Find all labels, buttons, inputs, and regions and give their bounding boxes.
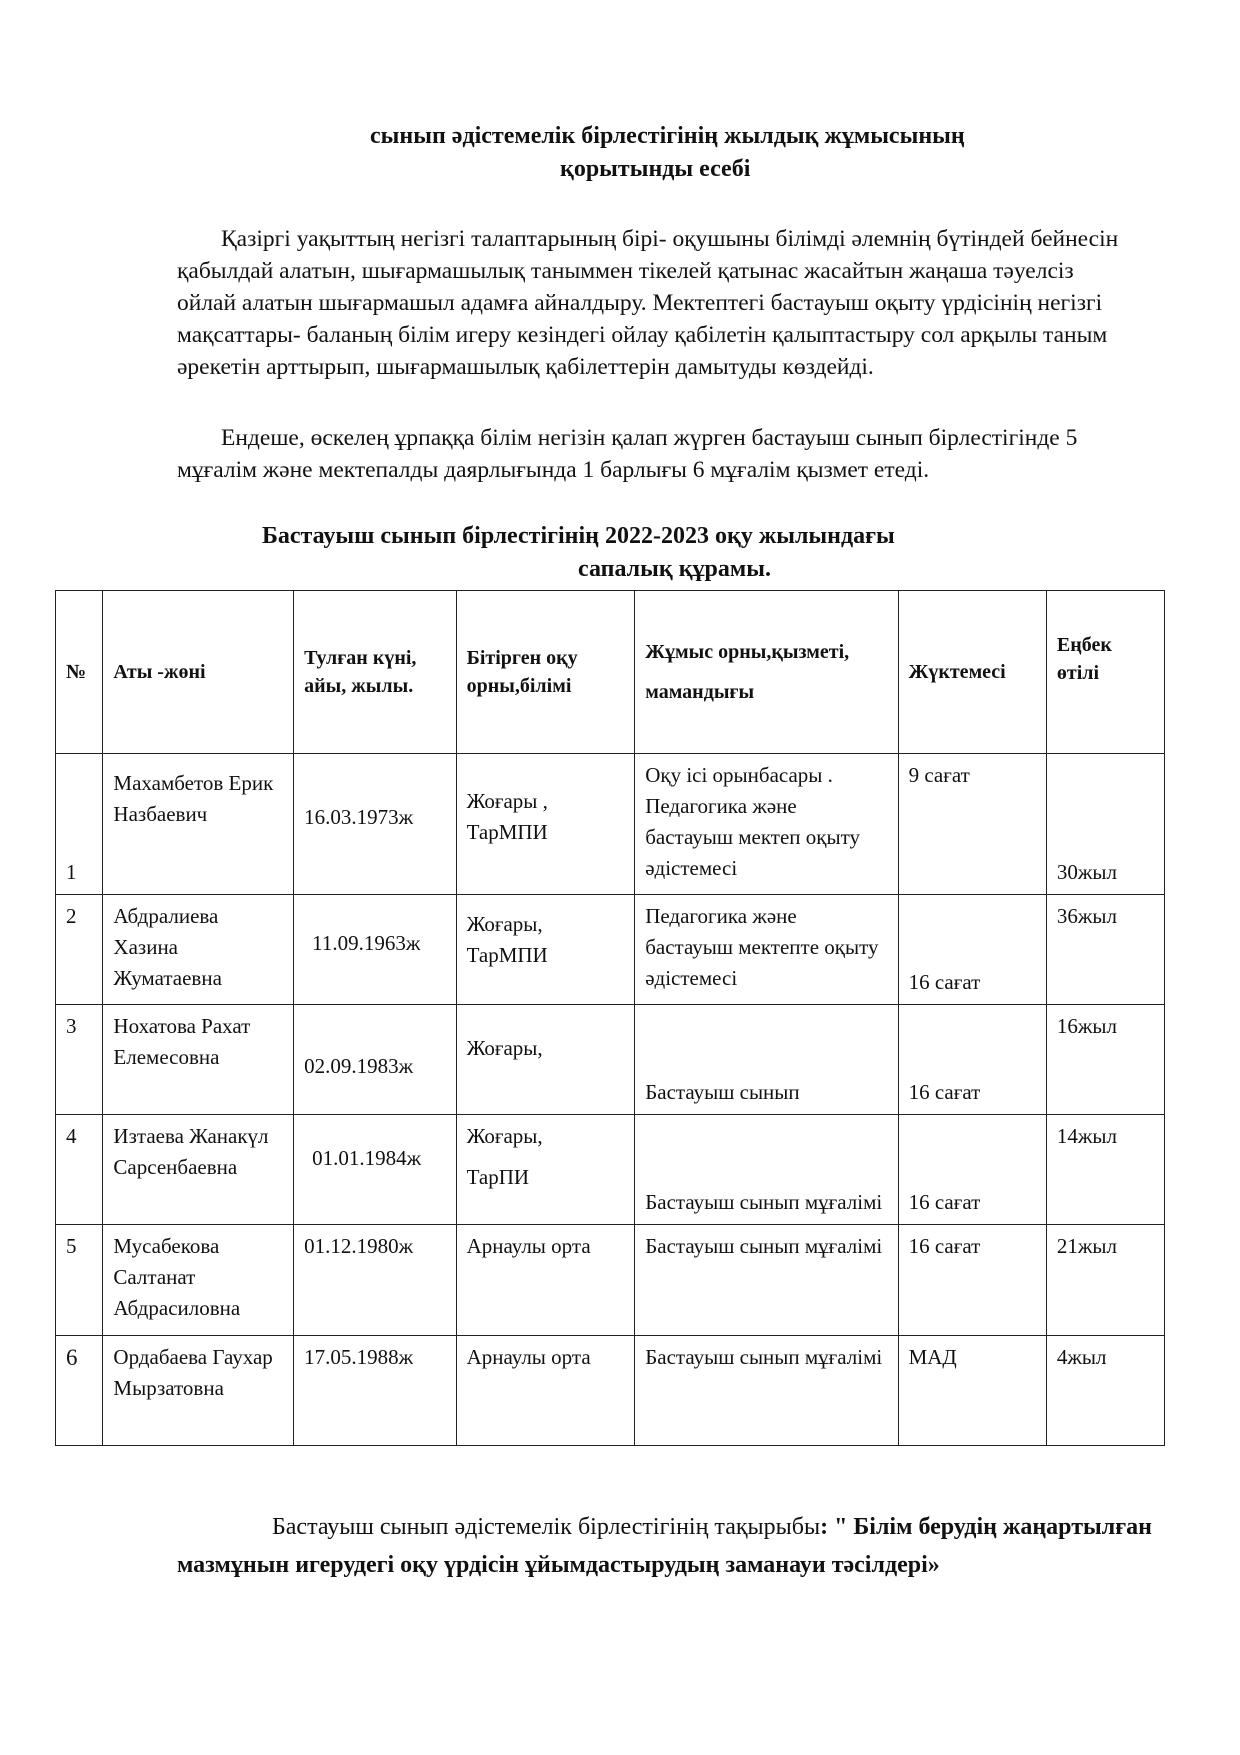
row-job: Бастауыш сынып мұғалімі bbox=[635, 1336, 898, 1446]
row-education-line-1: Жоғары, bbox=[466, 1124, 543, 1148]
row-experience: 4жыл bbox=[1046, 1336, 1164, 1446]
row-num: 3 bbox=[56, 1005, 103, 1115]
row-experience: 36жыл bbox=[1046, 895, 1164, 1005]
row-birth: 11.09.1963ж bbox=[294, 895, 456, 1005]
row-education-line-2: ТарПИ bbox=[466, 1165, 530, 1189]
row-job: Педагогика және бастауыш мектепте оқыту әдістемесі bbox=[635, 895, 898, 1005]
staff-table bbox=[55, 590, 1165, 1446]
row-name: Мусабекова Салтанат Абдрасиловна bbox=[103, 1225, 294, 1336]
row-education bbox=[456, 1115, 635, 1225]
row-name: Нохатова Рахат Елемесовна bbox=[103, 1005, 294, 1115]
row-load: 16 сағат bbox=[898, 1115, 1046, 1225]
row-education: Жоғары , ТарМПИ bbox=[456, 754, 635, 895]
row-job: Бастауыш сынып мұғалімі bbox=[635, 1115, 898, 1225]
header-job-line-1: Жұмыс орны,қызметі, bbox=[645, 641, 850, 663]
topic-title: : " Білім берудің жаңартылған мазмұнын игерудегі оқу үрдісін ұйымдастырудың заманауи тәсілдері» bbox=[177, 1514, 1152, 1578]
row-name: Махамбетов Ерик Назбаевич bbox=[103, 754, 294, 895]
row-education: Арнаулы орта bbox=[456, 1225, 635, 1336]
row-birth: 16.03.1973ж bbox=[294, 754, 456, 895]
row-experience: 16жыл bbox=[1046, 1005, 1164, 1115]
header-experience: Еңбек өтілі bbox=[1046, 591, 1164, 754]
table-row bbox=[56, 1225, 1165, 1336]
table-row bbox=[56, 895, 1165, 1005]
row-experience: 21жыл bbox=[1046, 1225, 1164, 1336]
header-job bbox=[635, 591, 898, 754]
row-load: МАД bbox=[898, 1336, 1046, 1446]
row-birth: 02.09.1983ж bbox=[294, 1005, 456, 1115]
table-row bbox=[56, 1005, 1165, 1115]
report-title-line-2: қорытынды есебі bbox=[560, 156, 751, 182]
row-name: Ордабаева Гаухар Мырзатовна bbox=[103, 1336, 294, 1446]
header-education: Бітірген оқу орны,білімі bbox=[456, 591, 635, 754]
intro-paragraph-2-text: Ендеше, өскелең ұрпаққа білім негізін қалап жүрген бастауыш сынып бірлестігінде 5 мұғалім және мектепалды даярлығында 1 барлығы 6 мұғалім қызмет етеді. bbox=[177, 425, 1078, 483]
row-name: Абдралиева Хазина Жуматаевна bbox=[103, 895, 294, 1005]
table-caption-line-1: Бастауыш сынып бірлестігінің 2022-2023 оқу жылындағы bbox=[262, 523, 895, 549]
header-birth: Тулған күні, айы, жылы. bbox=[294, 591, 456, 754]
row-name: Изтаева Жанакүл Сарсенбаевна bbox=[103, 1115, 294, 1225]
row-birth: 17.05.1988ж bbox=[294, 1336, 456, 1446]
row-education: Арнаулы орта bbox=[456, 1336, 635, 1446]
row-birth: 01.12.1980ж bbox=[294, 1225, 456, 1336]
row-num: 2 bbox=[56, 895, 103, 1005]
intro-paragraph-1 bbox=[177, 223, 1137, 383]
report-title-line-1: сынып әдістемелік бірлестігінің жылдық жұмысының bbox=[370, 123, 965, 149]
table-caption-line-2: сапалық құрамы. bbox=[578, 556, 771, 582]
row-job: Оқу ісі орынбасары . Педагогика және бастауыш мектеп оқыту әдістемесі bbox=[635, 754, 898, 895]
header-name: Аты -жөні bbox=[103, 591, 294, 754]
table-row bbox=[56, 1115, 1165, 1225]
association-topic bbox=[177, 1508, 1157, 1584]
row-education: Жоғары, ТарМПИ bbox=[456, 895, 635, 1005]
header-load: Жүктемесі bbox=[898, 591, 1046, 754]
row-job: Бастауыш сынып мұғалімі bbox=[635, 1225, 898, 1336]
header-num: № bbox=[56, 591, 103, 754]
row-num: 5 bbox=[56, 1225, 103, 1336]
table-header-row bbox=[56, 591, 1165, 754]
row-education: Жоғары, bbox=[456, 1005, 635, 1115]
row-load: 16 сағат bbox=[898, 1225, 1046, 1336]
table-row bbox=[56, 754, 1165, 895]
intro-paragraph-1-text: Қазіргі уақыттың негізгі талаптарының бірі- оқушыны білімді әлемнің бүтіндей бейнесін қабылдай алатын, шығармашылық таныммен тікелей қатынас жасайтын жаңаша тәуелсіз ойлай алатын шығармашыл адамға айналдыру. Мектептегі бастауыш оқыту үрдісінің негізгі мақсаттары- баланың білім игеру кезіндегі ойлау қабілетін қалыптастыру сол арқылы таным әрекетін арттырып, шығармашылық қабілеттерін дамытуды көздейді. bbox=[177, 226, 1119, 380]
row-load: 9 сағат bbox=[898, 754, 1046, 895]
row-num: 6 bbox=[56, 1336, 103, 1446]
row-experience: 14жыл bbox=[1046, 1115, 1164, 1225]
row-num: 4 bbox=[56, 1115, 103, 1225]
row-load: 16 сағат bbox=[898, 1005, 1046, 1115]
topic-intro: Бастауыш сынып әдістемелік бірлестігінің тақырыбы bbox=[272, 1514, 821, 1540]
row-load: 16 сағат bbox=[898, 895, 1046, 1005]
table-row bbox=[56, 1336, 1165, 1446]
row-birth: 01.01.1984ж bbox=[294, 1115, 456, 1225]
row-experience: 30жыл bbox=[1046, 754, 1164, 895]
row-num: 1 bbox=[56, 754, 103, 895]
row-job: Бастауыш сынып bbox=[635, 1005, 898, 1115]
header-job-line-2: мамандығы bbox=[645, 681, 755, 703]
intro-paragraph-2 bbox=[177, 422, 1137, 486]
